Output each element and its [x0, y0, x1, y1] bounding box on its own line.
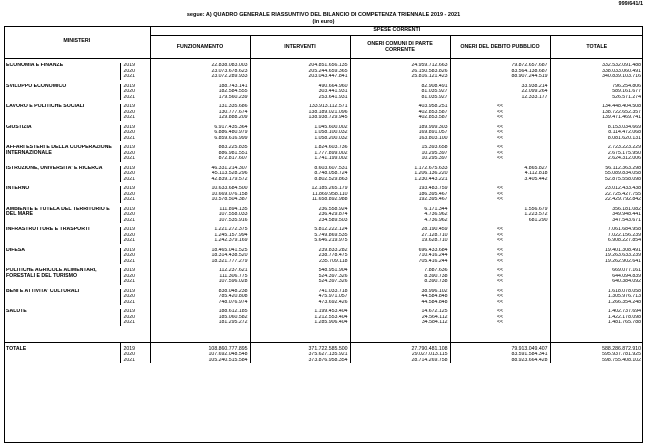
- totale-cell: 356.181.082: [550, 207, 643, 213]
- year-cell: 2020: [120, 130, 150, 136]
- oneri-comuni-cell: 1.230.443.221: [350, 177, 450, 183]
- funzionamento-cell: 46.331.214.307: [150, 166, 250, 172]
- year-cell: 2019: [120, 104, 150, 110]
- year-cell: 2021: [120, 156, 150, 162]
- oneri-comuni-cell: 29.027.013.115: [350, 352, 450, 358]
- oneri-debito-cell: 4.112.818: [450, 171, 550, 177]
- funzionamento-cell: 107.558.033: [150, 212, 250, 218]
- oneri-comuni-cell: 15.393.658: [350, 145, 450, 151]
- totale-cell: 8.153.034.669: [550, 125, 643, 131]
- oneri-debito-cell: <<: [450, 156, 550, 162]
- oneri-comuni-cell: 14.672.125: [350, 309, 450, 315]
- oneri-debito-cell: 4.865.827: [450, 166, 550, 172]
- oneri-comuni-cell: 696.433.684: [350, 248, 450, 254]
- oneri-comuni-cell: 27.128.710: [350, 233, 450, 239]
- oneri-debito-cell: 79.913.049.407: [450, 342, 550, 352]
- year-cell: 2020: [120, 212, 150, 218]
- interventi-cell: 236.429.874: [250, 212, 350, 218]
- funzionamento-cell: 6.886.480.979: [150, 130, 250, 136]
- oneri-debito-cell: <<: [450, 253, 550, 259]
- year-cell: 2021: [120, 320, 150, 326]
- funzionamento-cell: 107.535.916: [150, 218, 250, 224]
- totale-cell: 338.033.060.491: [550, 69, 643, 75]
- ministry-name: LAVORO E POLITICHE SOCIALI: [6, 104, 85, 109]
- funzionamento-cell: 107.596.028: [150, 279, 250, 285]
- totale-cell: 332.532.091.488: [550, 63, 643, 69]
- oneri-comuni-cell: 4.736.962: [350, 218, 450, 224]
- budget-summary-table: [4, 26, 643, 363]
- interventi-cell: 375.627.135.921: [250, 352, 350, 358]
- oneri-debito-cell: <<: [450, 115, 550, 121]
- funzionamento-cell: 111.306.775: [150, 274, 250, 280]
- year-cell: 2021: [120, 300, 150, 306]
- oneri-comuni-cell: 81.035.927: [350, 89, 450, 95]
- oneri-comuni-cell: 82.908.491: [350, 84, 450, 90]
- totale-cell: 19.401.308.491: [550, 248, 643, 254]
- funzionamento-cell: 10.633.684.500: [150, 186, 250, 192]
- column-header-interventi: INTERVENTI: [250, 36, 350, 59]
- year-cell: 2020: [120, 110, 150, 116]
- totale-cell: 1.305.976.713: [550, 294, 643, 300]
- interventi-cell: 204.851.656.135: [250, 63, 350, 69]
- oneri-comuni-cell: 25.816.121.423: [350, 74, 450, 80]
- spese-correnti-header: SPESE CORRENTI: [150, 26, 643, 36]
- interventi-cell: 524.397.326: [250, 279, 350, 285]
- oneri-debito-cell: <<: [450, 136, 550, 142]
- year-cell: 2020: [120, 274, 150, 280]
- oneri-comuni-cell: 169.891.057: [350, 130, 450, 136]
- oneri-debito-cell: <<: [450, 259, 550, 265]
- year-cell: 2021: [120, 95, 150, 101]
- year-cell: 2019: [120, 84, 150, 90]
- funzionamento-cell: 107.692.048.548: [150, 352, 250, 358]
- totale-cell: 8.081.620.131: [550, 136, 643, 142]
- totale-cell: 56.112.363.298: [550, 166, 643, 172]
- oneri-comuni-cell: 28.714.269.758: [350, 358, 450, 364]
- funzionamento-cell: 748.076.974: [150, 300, 250, 306]
- funzionamento-cell: 182.584.555: [150, 89, 250, 95]
- funzionamento-cell: 105.240.515.584: [150, 358, 250, 364]
- ministry-name: AFFARI ESTERI E DELLA COOPERAZIONE INTERNAZIONALE: [6, 145, 112, 156]
- ministeri-header: MINISTERI: [4, 26, 150, 59]
- oneri-comuni-cell: 163.803.100: [350, 136, 450, 142]
- interventi-cell: 741.033.718: [250, 289, 350, 295]
- funzionamento-cell: 6.917.435.364: [150, 125, 250, 131]
- ministry-name: INFRASTRUTTURE E TRASPORTI: [6, 227, 90, 232]
- year-cell: 2020: [120, 171, 150, 177]
- funzionamento-cell: 45.113.528.296: [150, 171, 250, 177]
- oneri-comuni-cell: 403.958.251: [350, 104, 450, 110]
- interventi-cell: 5.749.869.535: [250, 233, 350, 239]
- oneri-debito-cell: <<: [450, 274, 550, 280]
- funzionamento-cell: 185.060.582: [150, 315, 250, 321]
- year-cell: 2020: [120, 315, 150, 321]
- oneri-comuni-cell: 1.172.675.633: [350, 166, 450, 172]
- oneri-debito-cell: <<: [450, 151, 550, 157]
- oneri-debito-cell: <<: [450, 309, 550, 315]
- funzionamento-cell: 42.839.179.572: [150, 177, 250, 183]
- interventi-cell: 236.558.924: [250, 207, 350, 213]
- oneri-debito-cell: 88.907.244.519: [450, 74, 550, 80]
- funzionamento-cell: 883.225.835: [150, 145, 250, 151]
- interventi-cell: 8.603.607.531: [250, 166, 350, 172]
- year-cell: 2021: [120, 177, 150, 183]
- totale-cell: 526.571.274: [550, 95, 643, 101]
- oneri-debito-cell: <<: [450, 268, 550, 274]
- year-cell: 2019: [120, 227, 150, 233]
- totale-cell: 1.422.178.098: [550, 315, 643, 321]
- funzionamento-cell: 108.860.777.895: [150, 342, 250, 352]
- totale-cell: 1.266.354.248: [550, 300, 643, 306]
- totale-cell: 7.061.684.958: [550, 227, 643, 233]
- oneri-debito-cell: <<: [450, 104, 550, 110]
- oneri-comuni-cell: 705.416.244: [350, 259, 450, 265]
- interventi-cell: 371.722.585.500: [250, 342, 350, 352]
- interventi-cell: 475.971.057: [250, 294, 350, 300]
- totale-cell: 2.624.312.006: [550, 156, 643, 162]
- year-cell: 2020: [120, 352, 150, 358]
- interventi-cell: 12.185.265.179: [250, 186, 350, 192]
- year-cell: 2019: [120, 145, 150, 151]
- year-cell: 2019: [120, 268, 150, 274]
- funzionamento-cell: 10.578.504.387: [150, 197, 250, 203]
- totale-cell: 8.114.472.068: [550, 130, 643, 136]
- totale-cell: 7.022.156.239: [550, 233, 643, 239]
- interventi-cell: 8.802.529.863: [250, 177, 350, 183]
- oneri-debito-cell: <<: [450, 192, 550, 198]
- funzionamento-cell: 872.817.607: [150, 156, 250, 162]
- year-cell: 2019: [120, 248, 150, 254]
- oneri-debito-cell: <<: [450, 238, 550, 244]
- totale-cell: 598.755.408.102: [550, 358, 643, 364]
- year-cell: 2021: [120, 358, 150, 364]
- interventi-cell: 235.709.118: [250, 259, 350, 265]
- totale-cell: 134.448.404.508: [550, 104, 643, 110]
- funzionamento-cell: 1.242.379.169: [150, 238, 250, 244]
- interventi-cell: 5.812.222.124: [250, 227, 350, 233]
- oneri-debito-cell: 83.591.584.341: [450, 352, 550, 358]
- ministry-name: ECONOMIA E FINANZE: [6, 63, 64, 68]
- ministry-name: AMBIENTE E TUTELA DEL TERRITORIO E DEL MARE: [6, 206, 110, 217]
- year-cell: 2021: [120, 74, 150, 80]
- totale-cell: 349.948.441: [550, 212, 643, 218]
- funzionamento-cell: 188.612.185: [150, 309, 250, 315]
- funzionamento-cell: 188.743.141: [150, 84, 250, 90]
- interventi-cell: 1.045.600.002: [250, 125, 350, 131]
- total-row: [4, 342, 643, 352]
- year-cell: 2020: [120, 233, 150, 239]
- year-cell: 2020: [120, 294, 150, 300]
- totale-cell: 6.908.227.854: [550, 238, 643, 244]
- oneri-debito-cell: 22.099.264: [450, 89, 550, 95]
- oneri-debito-cell: 88.923.664.428: [450, 358, 550, 364]
- table-caption: [0, 12, 647, 26]
- ministry-name: BENI E ATTIVITA' CULTURALI: [6, 288, 80, 294]
- interventi-cell: 1.199.453.404: [250, 309, 350, 315]
- funzionamento-cell: 129.888.209: [150, 115, 250, 121]
- ministry-name: POLITICHE AGRICOLE ALIMENTARI, FORESTALI E DEL TURISMO: [6, 268, 97, 279]
- totale-cell: 1.481.765.788: [550, 320, 643, 326]
- year-cell: 2020: [120, 69, 150, 75]
- totale-cell: 640.384.092: [550, 279, 643, 285]
- year-cell: 2021: [120, 238, 150, 244]
- interventi-cell: 548.951.904: [250, 268, 350, 274]
- ministry-name: GIUSTIZIA: [6, 124, 32, 130]
- interventi-cell: 473.692.426: [250, 300, 350, 306]
- oneri-comuni-cell: 26.150.583.826: [350, 69, 450, 75]
- totale-cell: 1.402.737.694: [550, 309, 643, 315]
- interventi-cell: 203.043.447.841: [250, 74, 350, 80]
- ministry-name: DIFESA: [6, 247, 26, 253]
- oneri-debito-cell: <<: [450, 279, 550, 285]
- oneri-comuni-cell: 189.999.303: [350, 125, 450, 131]
- totale-cell: 19.263.633.239: [550, 253, 643, 259]
- funzionamento-cell: 23.073.678.623: [150, 69, 250, 75]
- totale-cell: 595.937.781.925: [550, 352, 643, 358]
- funzionamento-cell: 1.221.272.375: [150, 227, 250, 233]
- funzionamento-cell: 838.048.238: [150, 289, 250, 295]
- interventi-cell: 1.824.603.736: [250, 145, 350, 151]
- interventi-cell: 133.913.112.571: [250, 104, 350, 110]
- oneri-debito-cell: <<: [450, 110, 550, 116]
- interventi-cell: 303.441.931: [250, 89, 350, 95]
- interventi-cell: 1.212.553.404: [250, 315, 350, 321]
- interventi-cell: 1.058.200.032: [250, 136, 350, 142]
- funzionamento-cell: 18.465.041.525: [150, 248, 250, 254]
- ministry-name: INTERNO: [6, 186, 30, 191]
- totale-cell: 55.089.834.058: [550, 171, 643, 177]
- year-cell: 2019: [120, 166, 150, 172]
- oneri-comuni-cell: 186.395.467: [350, 192, 450, 198]
- year-cell: 2021: [120, 279, 150, 285]
- funzionamento-cell: 18.321.777.279: [150, 259, 250, 265]
- oneri-debito-cell: <<: [450, 233, 550, 239]
- column-header-totale: TOTALE: [550, 36, 643, 59]
- year-cell: 2021: [120, 218, 150, 224]
- interventi-cell: 138.938.729.945: [250, 115, 350, 121]
- oneri-debito-cell: <<: [450, 300, 550, 306]
- oneri-debito-cell: <<: [450, 315, 550, 321]
- total-label: TOTALE: [4, 342, 120, 363]
- oneri-debito-cell: <<: [450, 145, 550, 151]
- interventi-cell: 1.058.100.032: [250, 130, 350, 136]
- year-cell: 2019: [120, 342, 150, 352]
- oneri-comuni-cell: 24.564.112: [350, 315, 450, 321]
- oneri-debito-cell: 12.333.177: [450, 95, 550, 101]
- funzionamento-cell: 10.669.076.158: [150, 192, 250, 198]
- interventi-cell: 239.833.282: [250, 248, 350, 254]
- funzionamento-cell: 112.237.621: [150, 268, 250, 274]
- oneri-comuni-cell: 44.584.848: [350, 294, 450, 300]
- caption-title: segue: A) QUADRO GENERALE RIASSUNTIVO DEL BILANCIO DI COMPETENZA TRIENNALE 2019 - 2021: [186, 12, 461, 18]
- interventi-cell: 1.741.199.002: [250, 156, 350, 162]
- totale-cell: 2.723.223.229: [550, 145, 643, 151]
- funzionamento-cell: 179.560.239: [150, 95, 250, 101]
- oneri-comuni-cell: 193.483.759: [350, 186, 450, 192]
- funzionamento-cell: 181.295.272: [150, 320, 250, 326]
- oneri-comuni-cell: 402.853.587: [350, 110, 450, 116]
- oneri-debito-cell: 79.872.657.687: [450, 63, 550, 69]
- oneri-comuni-cell: 44.584.848: [350, 300, 450, 306]
- funzionamento-cell: 785.420.808: [150, 294, 250, 300]
- oneri-comuni-cell: 24.959.712.663: [350, 63, 450, 69]
- year-cell: 2021: [120, 259, 150, 265]
- table-body: [4, 59, 643, 364]
- oneri-comuni-cell: 1.206.136.220: [350, 171, 450, 177]
- interventi-cell: 253.641.931: [250, 95, 350, 101]
- funzionamento-cell: 23.072.289.933: [150, 74, 250, 80]
- oneri-debito-cell: <<: [450, 227, 550, 233]
- year-cell: 2019: [120, 63, 150, 69]
- funzionamento-cell: 111.894.135: [150, 207, 250, 213]
- interventi-cell: 1.285.906.404: [250, 320, 350, 326]
- oneri-debito-cell: 1.556.679: [450, 207, 550, 213]
- oneri-debito-cell: <<: [450, 320, 550, 326]
- interventi-cell: 238.778.475: [250, 253, 350, 259]
- totale-cell: 52.875.558.098: [550, 177, 643, 183]
- column-header-funzionamento: FUNZIONAMENTO: [150, 36, 250, 59]
- interventi-cell: 8.748.058.724: [250, 171, 350, 177]
- funzionamento-cell: 886.981.551: [150, 151, 250, 157]
- totale-cell: 644.094.839: [550, 274, 643, 280]
- totale-cell: 589.161.677: [550, 89, 643, 95]
- oneri-comuni-cell: 6.171.344: [350, 207, 450, 213]
- funzionamento-cell: 1.245.157.994: [150, 233, 250, 239]
- oneri-comuni-cell: 8.390.738: [350, 279, 450, 285]
- totale-cell: 139.471.469.741: [550, 115, 643, 121]
- totale-cell: 796.254.806: [550, 84, 643, 90]
- year-cell: 2020: [120, 192, 150, 198]
- interventi-cell: 11.658.892.988: [250, 197, 350, 203]
- totale-cell: 22.429.792.842: [550, 197, 643, 203]
- oneri-debito-cell: 83.564.138.687: [450, 69, 550, 75]
- funzionamento-cell: 18.314.438.520: [150, 253, 250, 259]
- oneri-comuni-cell: 192.395.467: [350, 197, 450, 203]
- oneri-debito-cell: 681.290: [450, 218, 550, 224]
- interventi-cell: 138.189.021.096: [250, 110, 350, 116]
- ministry-name: ISTRUZIONE, UNIVERSITA' E RICERCA: [6, 165, 103, 171]
- funzionamento-cell: 22.838.083.003: [150, 63, 250, 69]
- totale-cell: 2.675.175.950: [550, 151, 643, 157]
- interventi-cell: 5.646.219.975: [250, 238, 350, 244]
- interventi-cell: 373.876.958.354: [250, 358, 350, 364]
- oneri-debito-cell: <<: [450, 248, 550, 254]
- year-cell: 2021: [120, 115, 150, 121]
- page-code: 999/641/1: [618, 1, 643, 7]
- oneri-comuni-cell: 7.887.636: [350, 268, 450, 274]
- year-cell: 2019: [120, 289, 150, 295]
- year-cell: 2021: [120, 136, 150, 142]
- ministry-name: SVILUPPO ECONOMICO: [6, 83, 67, 89]
- oneri-debito-cell: <<: [450, 130, 550, 136]
- year-cell: 2020: [120, 89, 150, 95]
- totale-cell: 22.725.427.755: [550, 192, 643, 198]
- totale-cell: 1.618.078.058: [550, 289, 643, 295]
- column-header-oneri-comuni: ONERI COMUNI DI PARTE CORRENTE: [350, 36, 450, 59]
- oneri-debito-cell: <<: [450, 125, 550, 131]
- oneri-debito-cell: 3.405.442: [450, 177, 550, 183]
- oneri-comuni-cell: 402.853.587: [350, 115, 450, 121]
- interventi-cell: 524.397.326: [250, 274, 350, 280]
- oneri-comuni-cell: 10.295.397: [350, 156, 450, 162]
- oneri-comuni-cell: 710.416.244: [350, 253, 450, 259]
- interventi-cell: 1.777.899.002: [250, 151, 350, 157]
- oneri-comuni-cell: 38.996.102: [350, 289, 450, 295]
- interventi-cell: 490.664.960: [250, 84, 350, 90]
- year-cell: 2021: [120, 197, 150, 203]
- totale-cell: 138.722.652.357: [550, 110, 643, 116]
- oneri-debito-cell: <<: [450, 186, 550, 192]
- year-cell: 2020: [120, 151, 150, 157]
- year-cell: 2019: [120, 125, 150, 131]
- interventi-cell: 205.244.659.365: [250, 69, 350, 75]
- ministry-name: SALUTE: [6, 309, 27, 314]
- oneri-debito-cell: <<: [450, 197, 550, 203]
- funzionamento-cell: 130.777.674: [150, 110, 250, 116]
- oneri-debito-cell: 1.223.572: [450, 212, 550, 218]
- oneri-debito-cell: <<: [450, 289, 550, 295]
- oneri-comuni-cell: 19.628.710: [350, 238, 450, 244]
- interventi-cell: 11.869.958.110: [250, 192, 350, 198]
- funzionamento-cell: 6.859.616.999: [150, 136, 250, 142]
- totale-cell: 23.012.433.438: [550, 186, 643, 192]
- oneri-comuni-cell: 27.790.481.108: [350, 342, 450, 352]
- year-cell: 2019: [120, 309, 150, 315]
- interventi-cell: 234.589.503: [250, 218, 350, 224]
- oneri-comuni-cell: 10.295.397: [350, 151, 450, 157]
- totale-cell: 669.077.161: [550, 268, 643, 274]
- column-header-oneri-debito: ONERI DEL DEBITO PUBBLICO: [450, 36, 550, 59]
- funzionamento-cell: 131.335.686: [150, 104, 250, 110]
- oneri-debito-cell: <<: [450, 294, 550, 300]
- year-cell: 2019: [120, 207, 150, 213]
- oneri-comuni-cell: 81.035.927: [350, 95, 450, 101]
- oneri-comuni-cell: 8.390.738: [350, 274, 450, 280]
- oneri-comuni-cell: 4.736.962: [350, 212, 450, 218]
- oneri-debito-cell: 33.938.214: [450, 84, 550, 90]
- year-cell: 2020: [120, 253, 150, 259]
- caption-unit: (in euro): [312, 19, 335, 25]
- year-cell: 2019: [120, 186, 150, 192]
- totale-cell: 340.839.103.716: [550, 74, 643, 80]
- totale-cell: 19.262.902.641: [550, 259, 643, 265]
- oneri-comuni-cell: 28.190.459: [350, 227, 450, 233]
- oneri-comuni-cell: 34.584.112: [350, 320, 450, 326]
- totale-cell: 588.286.872.910: [550, 342, 643, 352]
- totale-cell: 347.543.671: [550, 218, 643, 224]
